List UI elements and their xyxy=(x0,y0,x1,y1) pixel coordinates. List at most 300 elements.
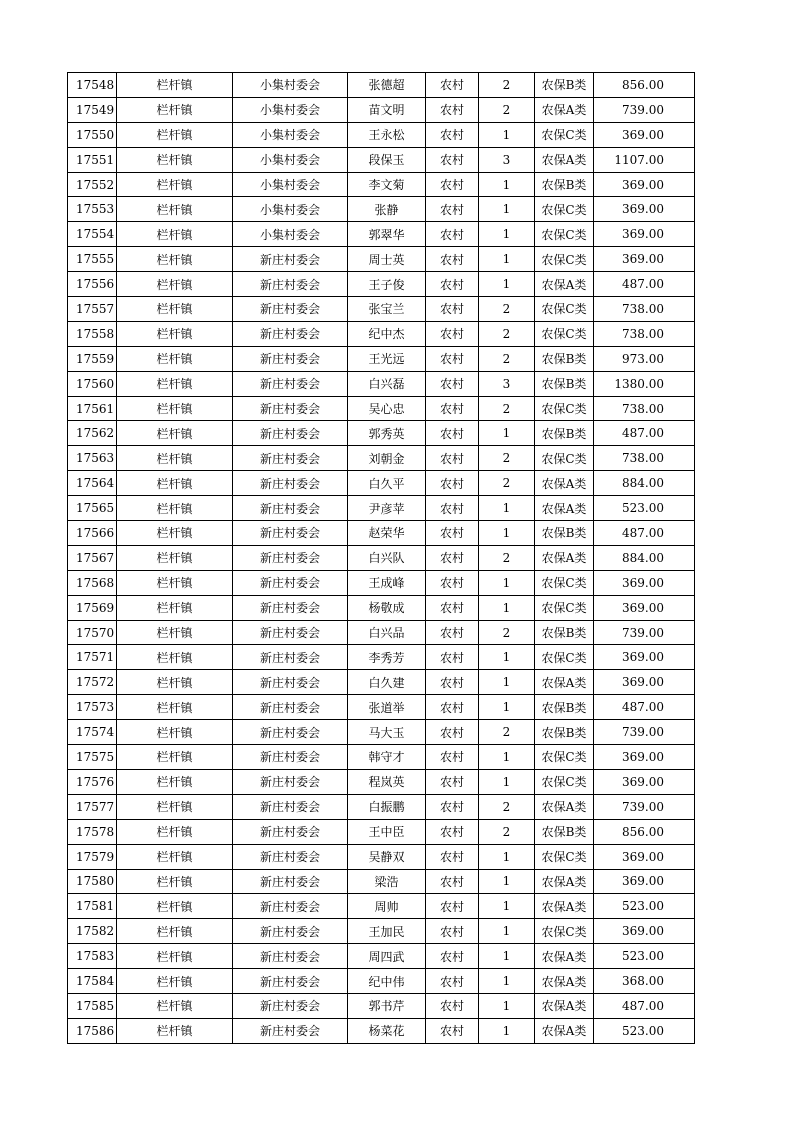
cell-village-committee: 新庄村委会 xyxy=(233,496,348,521)
cell-name: 王子俊 xyxy=(348,272,426,297)
cell-amount: 884.00 xyxy=(594,545,695,570)
cell-amount: 738.00 xyxy=(594,297,695,322)
cell-area-type: 农村 xyxy=(426,371,479,396)
cell-village-committee: 新庄村委会 xyxy=(233,969,348,994)
table-row xyxy=(68,720,695,745)
cell-record-id: 17585 xyxy=(68,993,117,1018)
cell-area-type: 农村 xyxy=(426,496,479,521)
cell-area-type: 农村 xyxy=(426,222,479,247)
cell-name: 张静 xyxy=(348,197,426,222)
cell-town: 栏杆镇 xyxy=(117,645,233,670)
cell-town: 栏杆镇 xyxy=(117,720,233,745)
cell-household-count: 2 xyxy=(479,73,535,98)
cell-town: 栏杆镇 xyxy=(117,396,233,421)
cell-insurance-category: 农保C类 xyxy=(535,570,594,595)
cell-amount: 523.00 xyxy=(594,894,695,919)
cell-name: 杨敬成 xyxy=(348,595,426,620)
cell-record-id: 17574 xyxy=(68,720,117,745)
cell-amount: 1107.00 xyxy=(594,147,695,172)
cell-name: 张宝兰 xyxy=(348,297,426,322)
cell-insurance-category: 农保B类 xyxy=(535,521,594,546)
cell-insurance-category: 农保C类 xyxy=(535,222,594,247)
cell-insurance-category: 农保A类 xyxy=(535,794,594,819)
table-row xyxy=(68,272,695,297)
cell-insurance-category: 农保A类 xyxy=(535,869,594,894)
cell-amount: 369.00 xyxy=(594,222,695,247)
cell-area-type: 农村 xyxy=(426,670,479,695)
cell-town: 栏杆镇 xyxy=(117,570,233,595)
cell-amount: 739.00 xyxy=(594,720,695,745)
cell-record-id: 17560 xyxy=(68,371,117,396)
cell-household-count: 2 xyxy=(479,396,535,421)
cell-household-count: 1 xyxy=(479,869,535,894)
cell-household-count: 2 xyxy=(479,297,535,322)
cell-amount: 369.00 xyxy=(594,570,695,595)
cell-household-count: 1 xyxy=(479,769,535,794)
cell-town: 栏杆镇 xyxy=(117,122,233,147)
cell-name: 王加民 xyxy=(348,919,426,944)
cell-record-id: 17571 xyxy=(68,645,117,670)
table-body xyxy=(68,73,695,1044)
cell-record-id: 17569 xyxy=(68,595,117,620)
cell-amount: 738.00 xyxy=(594,321,695,346)
cell-insurance-category: 农保C类 xyxy=(535,247,594,272)
cell-village-committee: 新庄村委会 xyxy=(233,346,348,371)
cell-household-count: 1 xyxy=(479,993,535,1018)
cell-village-committee: 新庄村委会 xyxy=(233,819,348,844)
cell-record-id: 17572 xyxy=(68,670,117,695)
cell-record-id: 17582 xyxy=(68,919,117,944)
cell-area-type: 农村 xyxy=(426,272,479,297)
cell-record-id: 17565 xyxy=(68,496,117,521)
cell-village-committee: 新庄村委会 xyxy=(233,545,348,570)
table-row xyxy=(68,919,695,944)
table-row xyxy=(68,371,695,396)
cell-amount: 369.00 xyxy=(594,919,695,944)
cell-village-committee: 新庄村委会 xyxy=(233,471,348,496)
cell-area-type: 农村 xyxy=(426,147,479,172)
cell-town: 栏杆镇 xyxy=(117,794,233,819)
cell-amount: 487.00 xyxy=(594,421,695,446)
cell-name: 梁浩 xyxy=(348,869,426,894)
cell-name: 周帅 xyxy=(348,894,426,919)
cell-name: 郭秀英 xyxy=(348,421,426,446)
cell-amount: 856.00 xyxy=(594,819,695,844)
cell-town: 栏杆镇 xyxy=(117,969,233,994)
cell-village-committee: 新庄村委会 xyxy=(233,321,348,346)
cell-record-id: 17548 xyxy=(68,73,117,98)
cell-area-type: 农村 xyxy=(426,1018,479,1043)
cell-household-count: 2 xyxy=(479,819,535,844)
cell-village-committee: 新庄村委会 xyxy=(233,720,348,745)
table-row xyxy=(68,321,695,346)
cell-village-committee: 新庄村委会 xyxy=(233,645,348,670)
cell-insurance-category: 农保B类 xyxy=(535,421,594,446)
cell-household-count: 1 xyxy=(479,247,535,272)
cell-record-id: 17550 xyxy=(68,122,117,147)
cell-area-type: 农村 xyxy=(426,97,479,122)
cell-name: 纪中杰 xyxy=(348,321,426,346)
cell-village-committee: 新庄村委会 xyxy=(233,844,348,869)
cell-record-id: 17584 xyxy=(68,969,117,994)
cell-village-committee: 新庄村委会 xyxy=(233,396,348,421)
cell-village-committee: 小集村委会 xyxy=(233,222,348,247)
cell-record-id: 17559 xyxy=(68,346,117,371)
cell-town: 栏杆镇 xyxy=(117,147,233,172)
cell-village-committee: 新庄村委会 xyxy=(233,769,348,794)
cell-insurance-category: 农保C类 xyxy=(535,769,594,794)
cell-name: 吴心忠 xyxy=(348,396,426,421)
cell-area-type: 农村 xyxy=(426,969,479,994)
cell-insurance-category: 农保B类 xyxy=(535,346,594,371)
cell-insurance-category: 农保C类 xyxy=(535,396,594,421)
cell-insurance-category: 农保A类 xyxy=(535,670,594,695)
cell-name: 尹彦苹 xyxy=(348,496,426,521)
cell-name: 王中臣 xyxy=(348,819,426,844)
cell-household-count: 1 xyxy=(479,969,535,994)
cell-record-id: 17568 xyxy=(68,570,117,595)
cell-record-id: 17570 xyxy=(68,620,117,645)
cell-name: 苗文明 xyxy=(348,97,426,122)
cell-village-committee: 新庄村委会 xyxy=(233,297,348,322)
table-row xyxy=(68,521,695,546)
cell-amount: 369.00 xyxy=(594,869,695,894)
cell-amount: 369.00 xyxy=(594,595,695,620)
cell-household-count: 3 xyxy=(479,147,535,172)
cell-household-count: 1 xyxy=(479,645,535,670)
cell-town: 栏杆镇 xyxy=(117,745,233,770)
cell-household-count: 1 xyxy=(479,521,535,546)
cell-name: 白久建 xyxy=(348,670,426,695)
cell-village-committee: 新庄村委会 xyxy=(233,745,348,770)
table-row xyxy=(68,1018,695,1043)
cell-village-committee: 新庄村委会 xyxy=(233,869,348,894)
cell-area-type: 农村 xyxy=(426,172,479,197)
cell-village-committee: 小集村委会 xyxy=(233,197,348,222)
cell-amount: 487.00 xyxy=(594,695,695,720)
cell-insurance-category: 农保A类 xyxy=(535,471,594,496)
cell-area-type: 农村 xyxy=(426,346,479,371)
cell-amount: 369.00 xyxy=(594,247,695,272)
cell-town: 栏杆镇 xyxy=(117,172,233,197)
cell-town: 栏杆镇 xyxy=(117,769,233,794)
cell-amount: 369.00 xyxy=(594,172,695,197)
cell-insurance-category: 农保A类 xyxy=(535,97,594,122)
cell-town: 栏杆镇 xyxy=(117,222,233,247)
cell-household-count: 1 xyxy=(479,670,535,695)
cell-town: 栏杆镇 xyxy=(117,297,233,322)
cell-village-committee: 新庄村委会 xyxy=(233,944,348,969)
cell-village-committee: 新庄村委会 xyxy=(233,894,348,919)
cell-area-type: 农村 xyxy=(426,993,479,1018)
cell-amount: 369.00 xyxy=(594,745,695,770)
table-row xyxy=(68,869,695,894)
cell-household-count: 2 xyxy=(479,471,535,496)
cell-insurance-category: 农保B类 xyxy=(535,371,594,396)
cell-area-type: 农村 xyxy=(426,869,479,894)
cell-name: 张道举 xyxy=(348,695,426,720)
cell-town: 栏杆镇 xyxy=(117,919,233,944)
cell-town: 栏杆镇 xyxy=(117,97,233,122)
cell-record-id: 17553 xyxy=(68,197,117,222)
cell-village-committee: 小集村委会 xyxy=(233,73,348,98)
cell-area-type: 农村 xyxy=(426,396,479,421)
cell-name: 纪中伟 xyxy=(348,969,426,994)
table-row xyxy=(68,545,695,570)
cell-name: 杨菜花 xyxy=(348,1018,426,1043)
cell-insurance-category: 农保A类 xyxy=(535,147,594,172)
cell-town: 栏杆镇 xyxy=(117,894,233,919)
cell-household-count: 3 xyxy=(479,371,535,396)
cell-town: 栏杆镇 xyxy=(117,346,233,371)
cell-area-type: 农村 xyxy=(426,695,479,720)
cell-record-id: 17581 xyxy=(68,894,117,919)
cell-town: 栏杆镇 xyxy=(117,471,233,496)
cell-household-count: 1 xyxy=(479,570,535,595)
table-row xyxy=(68,993,695,1018)
table-row xyxy=(68,620,695,645)
cell-name: 白兴品 xyxy=(348,620,426,645)
cell-amount: 369.00 xyxy=(594,670,695,695)
cell-town: 栏杆镇 xyxy=(117,993,233,1018)
cell-name: 刘朝金 xyxy=(348,446,426,471)
cell-village-committee: 新庄村委会 xyxy=(233,371,348,396)
cell-insurance-category: 农保A类 xyxy=(535,1018,594,1043)
cell-amount: 487.00 xyxy=(594,993,695,1018)
cell-amount: 487.00 xyxy=(594,521,695,546)
cell-town: 栏杆镇 xyxy=(117,272,233,297)
table-row xyxy=(68,446,695,471)
cell-household-count: 1 xyxy=(479,421,535,446)
cell-insurance-category: 农保C类 xyxy=(535,446,594,471)
cell-household-count: 1 xyxy=(479,944,535,969)
cell-town: 栏杆镇 xyxy=(117,844,233,869)
cell-record-id: 17563 xyxy=(68,446,117,471)
cell-household-count: 1 xyxy=(479,844,535,869)
table-row xyxy=(68,894,695,919)
cell-insurance-category: 农保C类 xyxy=(535,844,594,869)
cell-name: 马大玉 xyxy=(348,720,426,745)
table-row xyxy=(68,197,695,222)
cell-insurance-category: 农保B类 xyxy=(535,73,594,98)
table-row xyxy=(68,496,695,521)
cell-record-id: 17564 xyxy=(68,471,117,496)
table-row xyxy=(68,471,695,496)
cell-village-committee: 小集村委会 xyxy=(233,172,348,197)
table-row xyxy=(68,222,695,247)
cell-insurance-category: 农保B类 xyxy=(535,620,594,645)
cell-name: 韩守才 xyxy=(348,745,426,770)
cell-area-type: 农村 xyxy=(426,720,479,745)
cell-household-count: 1 xyxy=(479,1018,535,1043)
cell-household-count: 2 xyxy=(479,794,535,819)
cell-village-committee: 新庄村委会 xyxy=(233,421,348,446)
cell-name: 程岚英 xyxy=(348,769,426,794)
cell-household-count: 1 xyxy=(479,172,535,197)
cell-record-id: 17552 xyxy=(68,172,117,197)
cell-household-count: 1 xyxy=(479,695,535,720)
cell-village-committee: 新庄村委会 xyxy=(233,794,348,819)
cell-town: 栏杆镇 xyxy=(117,197,233,222)
cell-household-count: 2 xyxy=(479,321,535,346)
cell-record-id: 17567 xyxy=(68,545,117,570)
table-row xyxy=(68,745,695,770)
cell-amount: 369.00 xyxy=(594,645,695,670)
cell-area-type: 农村 xyxy=(426,421,479,446)
cell-record-id: 17555 xyxy=(68,247,117,272)
cell-area-type: 农村 xyxy=(426,73,479,98)
cell-amount: 1380.00 xyxy=(594,371,695,396)
cell-record-id: 17561 xyxy=(68,396,117,421)
cell-name: 张德超 xyxy=(348,73,426,98)
cell-household-count: 2 xyxy=(479,446,535,471)
cell-town: 栏杆镇 xyxy=(117,545,233,570)
table-row xyxy=(68,346,695,371)
cell-area-type: 农村 xyxy=(426,745,479,770)
cell-record-id: 17578 xyxy=(68,819,117,844)
cell-insurance-category: 农保A类 xyxy=(535,272,594,297)
cell-town: 栏杆镇 xyxy=(117,521,233,546)
cell-name: 周四武 xyxy=(348,944,426,969)
cell-village-committee: 新庄村委会 xyxy=(233,595,348,620)
cell-area-type: 农村 xyxy=(426,570,479,595)
cell-area-type: 农村 xyxy=(426,197,479,222)
table-row xyxy=(68,147,695,172)
table-row xyxy=(68,944,695,969)
cell-insurance-category: 农保B类 xyxy=(535,172,594,197)
cell-record-id: 17586 xyxy=(68,1018,117,1043)
cell-area-type: 农村 xyxy=(426,321,479,346)
cell-area-type: 农村 xyxy=(426,794,479,819)
cell-area-type: 农村 xyxy=(426,645,479,670)
cell-insurance-category: 农保A类 xyxy=(535,545,594,570)
cell-record-id: 17557 xyxy=(68,297,117,322)
cell-household-count: 1 xyxy=(479,919,535,944)
cell-insurance-category: 农保A类 xyxy=(535,944,594,969)
cell-household-count: 2 xyxy=(479,346,535,371)
cell-record-id: 17576 xyxy=(68,769,117,794)
cell-area-type: 农村 xyxy=(426,844,479,869)
cell-household-count: 1 xyxy=(479,272,535,297)
cell-town: 栏杆镇 xyxy=(117,73,233,98)
cell-amount: 523.00 xyxy=(594,944,695,969)
cell-household-count: 2 xyxy=(479,620,535,645)
cell-area-type: 农村 xyxy=(426,620,479,645)
cell-record-id: 17554 xyxy=(68,222,117,247)
cell-insurance-category: 农保B类 xyxy=(535,695,594,720)
cell-name: 白久平 xyxy=(348,471,426,496)
cell-area-type: 农村 xyxy=(426,819,479,844)
cell-name: 王永松 xyxy=(348,122,426,147)
cell-record-id: 17577 xyxy=(68,794,117,819)
cell-village-committee: 新庄村委会 xyxy=(233,272,348,297)
cell-area-type: 农村 xyxy=(426,545,479,570)
cell-town: 栏杆镇 xyxy=(117,869,233,894)
cell-name: 白振鹏 xyxy=(348,794,426,819)
cell-area-type: 农村 xyxy=(426,122,479,147)
table-row xyxy=(68,122,695,147)
cell-name: 白兴队 xyxy=(348,545,426,570)
cell-amount: 369.00 xyxy=(594,122,695,147)
cell-insurance-category: 农保C类 xyxy=(535,122,594,147)
cell-insurance-category: 农保C类 xyxy=(535,745,594,770)
cell-village-committee: 新庄村委会 xyxy=(233,570,348,595)
cell-amount: 739.00 xyxy=(594,794,695,819)
cell-area-type: 农村 xyxy=(426,919,479,944)
cell-record-id: 17575 xyxy=(68,745,117,770)
cell-record-id: 17580 xyxy=(68,869,117,894)
table-row xyxy=(68,695,695,720)
cell-village-committee: 小集村委会 xyxy=(233,122,348,147)
table-row xyxy=(68,172,695,197)
cell-village-committee: 新庄村委会 xyxy=(233,620,348,645)
cell-name: 王光远 xyxy=(348,346,426,371)
cell-household-count: 1 xyxy=(479,222,535,247)
cell-town: 栏杆镇 xyxy=(117,1018,233,1043)
cell-area-type: 农村 xyxy=(426,446,479,471)
cell-town: 栏杆镇 xyxy=(117,819,233,844)
cell-amount: 856.00 xyxy=(594,73,695,98)
table-row xyxy=(68,844,695,869)
cell-name: 王成峰 xyxy=(348,570,426,595)
cell-village-committee: 新庄村委会 xyxy=(233,695,348,720)
cell-town: 栏杆镇 xyxy=(117,595,233,620)
cell-record-id: 17551 xyxy=(68,147,117,172)
cell-name: 吴静双 xyxy=(348,844,426,869)
cell-name: 段保玉 xyxy=(348,147,426,172)
table-row xyxy=(68,297,695,322)
cell-area-type: 农村 xyxy=(426,297,479,322)
cell-name: 周士英 xyxy=(348,247,426,272)
cell-amount: 369.00 xyxy=(594,197,695,222)
table-row xyxy=(68,794,695,819)
table-row xyxy=(68,73,695,98)
cell-area-type: 农村 xyxy=(426,769,479,794)
cell-amount: 738.00 xyxy=(594,396,695,421)
cell-insurance-category: 农保C类 xyxy=(535,197,594,222)
cell-record-id: 17583 xyxy=(68,944,117,969)
cell-insurance-category: 农保A类 xyxy=(535,993,594,1018)
table-row xyxy=(68,670,695,695)
cell-amount: 738.00 xyxy=(594,446,695,471)
cell-insurance-category: 农保A类 xyxy=(535,894,594,919)
cell-household-count: 2 xyxy=(479,720,535,745)
cell-insurance-category: 农保C类 xyxy=(535,919,594,944)
cell-amount: 487.00 xyxy=(594,272,695,297)
cell-insurance-category: 农保C类 xyxy=(535,595,594,620)
cell-amount: 369.00 xyxy=(594,769,695,794)
cell-town: 栏杆镇 xyxy=(117,371,233,396)
cell-area-type: 农村 xyxy=(426,247,479,272)
cell-record-id: 17556 xyxy=(68,272,117,297)
cell-town: 栏杆镇 xyxy=(117,446,233,471)
cell-amount: 523.00 xyxy=(594,496,695,521)
cell-insurance-category: 农保C类 xyxy=(535,297,594,322)
table-row xyxy=(68,247,695,272)
cell-insurance-category: 农保A类 xyxy=(535,496,594,521)
table-row xyxy=(68,769,695,794)
cell-amount: 369.00 xyxy=(594,844,695,869)
cell-town: 栏杆镇 xyxy=(117,321,233,346)
cell-village-committee: 新庄村委会 xyxy=(233,993,348,1018)
cell-household-count: 1 xyxy=(479,122,535,147)
cell-household-count: 1 xyxy=(479,595,535,620)
cell-town: 栏杆镇 xyxy=(117,247,233,272)
cell-name: 李文菊 xyxy=(348,172,426,197)
cell-town: 栏杆镇 xyxy=(117,496,233,521)
cell-record-id: 17558 xyxy=(68,321,117,346)
cell-area-type: 农村 xyxy=(426,595,479,620)
